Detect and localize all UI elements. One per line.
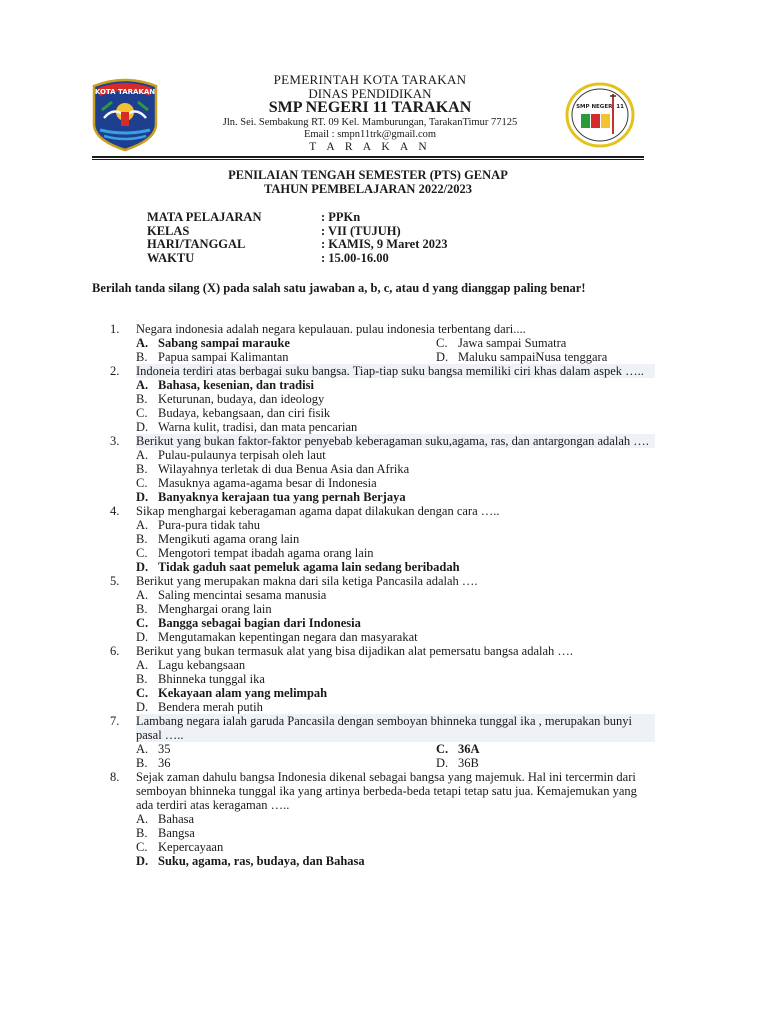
option bbox=[136, 616, 655, 630]
info-row-subject bbox=[147, 211, 447, 225]
school-name: SMP NEGERI 11 TARAKAN bbox=[268, 99, 472, 116]
option bbox=[436, 336, 655, 350]
option-text: Saling mencintai sesama manusia bbox=[158, 588, 327, 602]
info-label: MATA PELAJARAN bbox=[147, 210, 262, 224]
question-item bbox=[110, 504, 655, 518]
option-text: Kekayaan alam yang melimpah bbox=[158, 686, 328, 700]
info-row-time bbox=[147, 252, 447, 266]
option-text: Bahasa, kesenian, dan tradisi bbox=[158, 378, 314, 392]
option bbox=[136, 490, 655, 504]
option bbox=[136, 560, 655, 574]
option-letter: D. bbox=[436, 350, 449, 364]
department-name: DINAS PENDIDIKAN bbox=[308, 86, 432, 101]
options bbox=[136, 518, 655, 574]
option-text: Warna kulit, tradisi, dan mata pencarian bbox=[158, 420, 358, 434]
option-letter: D. bbox=[136, 630, 149, 644]
option-text: Masuknya agama-agama besar di Indonesia bbox=[158, 476, 377, 490]
kota-tarakan-logo bbox=[90, 72, 160, 152]
option-letter: C. bbox=[136, 616, 149, 630]
exam-info bbox=[147, 211, 447, 265]
city-name: T A R A K A N bbox=[309, 141, 431, 153]
option bbox=[136, 826, 655, 840]
option-text: Mengotori tempat ibadah agama orang lain bbox=[158, 546, 374, 560]
question-item bbox=[110, 434, 655, 448]
option-text: Pulau-pulaunya terpisah oleh laut bbox=[158, 448, 326, 462]
option-letter: A. bbox=[136, 742, 149, 756]
option-text: Bhinneka tunggal ika bbox=[158, 672, 265, 686]
option-text: Bangga sebagai bagian dari Indonesia bbox=[158, 616, 361, 630]
question-text: Lambang negara ialah garuda Pancasila dengan semboyan bhinneka tunggal ika , merupakan bunyi pasal ….. bbox=[136, 714, 655, 742]
option-text: Kepercayaan bbox=[158, 840, 224, 854]
option-letter: C. bbox=[436, 336, 448, 350]
option bbox=[136, 854, 655, 868]
option-letter: B. bbox=[136, 602, 148, 616]
exam-title: PENILAIAN TENGAH SEMESTER (PTS) GENAP bbox=[228, 168, 508, 182]
exam-year: TAHUN PEMBELAJARAN 2022/2023 bbox=[263, 182, 473, 196]
option bbox=[136, 392, 655, 406]
option-letter: A. bbox=[136, 336, 149, 350]
options bbox=[136, 448, 655, 504]
option-letter: C. bbox=[136, 686, 149, 700]
question-number: 2. bbox=[110, 364, 120, 378]
option bbox=[136, 518, 655, 532]
options bbox=[136, 812, 655, 868]
option bbox=[136, 350, 436, 364]
question-item bbox=[110, 574, 655, 588]
option bbox=[136, 840, 655, 854]
option-text: Menghargai orang lain bbox=[158, 602, 272, 616]
option-letter: A. bbox=[136, 812, 149, 826]
question-item bbox=[110, 322, 655, 336]
option bbox=[136, 378, 655, 392]
option bbox=[136, 588, 655, 602]
option-letter: D. bbox=[136, 560, 149, 574]
question-text: Berikut yang bukan faktor-faktor penyebab keberagaman suku,agama, ras, dan antargongan adalah …. bbox=[136, 434, 655, 448]
option-text: Papua sampai Kalimantan bbox=[158, 350, 289, 364]
question-text: Indoneia terdiri atas berbagai suku bangsa. Tiap-tiap suku bangsa memiliki ciri khas dalam aspek ….. bbox=[136, 364, 655, 378]
info-value: : KAMIS, 9 Maret 2023 bbox=[321, 237, 448, 251]
option bbox=[136, 406, 655, 420]
question-text: Berikut yang merupakan makna dari sila ketiga Pancasila adalah …. bbox=[136, 574, 478, 588]
option-text: Lagu kebangsaan bbox=[158, 658, 246, 672]
option-letter: B. bbox=[136, 350, 148, 364]
option-text: Sabang sampai marauke bbox=[158, 336, 290, 350]
option-text: Mengikuti agama orang lain bbox=[158, 532, 300, 546]
option-text: Keturunan, budaya, dan ideology bbox=[158, 392, 325, 406]
option bbox=[136, 630, 655, 644]
option bbox=[436, 756, 655, 770]
option bbox=[136, 742, 436, 756]
option-letter: B. bbox=[136, 532, 148, 546]
option-letter: C. bbox=[136, 546, 148, 560]
option-letter: D. bbox=[436, 756, 449, 770]
option-letter: C. bbox=[136, 476, 148, 490]
option-letter: D. bbox=[136, 420, 149, 434]
info-value: : PPKn bbox=[321, 210, 361, 224]
question-item bbox=[110, 644, 655, 658]
option-letter: B. bbox=[136, 756, 148, 770]
question-list bbox=[110, 322, 655, 868]
option-text: 36 bbox=[158, 756, 171, 770]
header-divider-thin bbox=[92, 159, 644, 160]
option-letter: A. bbox=[136, 448, 149, 462]
option-text: Budaya, kebangsaan, dan ciri fisik bbox=[158, 406, 331, 420]
option-letter: B. bbox=[136, 672, 148, 686]
option-text: Pura-pura tidak tahu bbox=[158, 518, 261, 532]
option bbox=[136, 546, 655, 560]
option-text: 36B bbox=[458, 756, 479, 770]
option-letter: C. bbox=[136, 840, 148, 854]
option-letter: B. bbox=[136, 462, 148, 476]
option-text: 36A bbox=[458, 742, 480, 756]
option bbox=[136, 812, 655, 826]
option-text: Suku, agama, ras, budaya, dan Bahasa bbox=[158, 854, 365, 868]
question-number: 4. bbox=[110, 504, 120, 518]
info-label: WAKTU bbox=[147, 250, 195, 265]
svg-text:KOTA TARAKAN: KOTA TARAKAN bbox=[94, 88, 156, 96]
option bbox=[436, 742, 655, 756]
info-value: : VII (TUJUH) bbox=[321, 223, 401, 238]
option bbox=[136, 672, 655, 686]
question-text: Negara indonesia adalah negara kepulauan. pulau indonesia terbentang dari.... bbox=[136, 322, 526, 336]
option bbox=[136, 700, 655, 714]
option bbox=[136, 448, 655, 462]
option-text: Banyaknya kerajaan tua yang pernah Berjaya bbox=[158, 490, 406, 504]
option-text: 35 bbox=[158, 742, 171, 756]
options bbox=[136, 336, 655, 364]
question-number: 6. bbox=[110, 644, 120, 658]
info-label: HARI/TANGGAL bbox=[147, 237, 246, 251]
instruction: Berilah tanda silang (X) pada salah satu jawaban a, b, c, atau d yang dianggap paling benar! bbox=[92, 281, 586, 295]
option-letter: D. bbox=[136, 854, 149, 868]
info-value: : 15.00-16.00 bbox=[321, 250, 389, 265]
option-letter: B. bbox=[136, 826, 148, 840]
question-number: 5. bbox=[110, 574, 120, 588]
option-text: Bahasa bbox=[158, 812, 195, 826]
option-letter: A. bbox=[136, 518, 149, 532]
question-number: 1. bbox=[110, 322, 120, 336]
option-letter: D. bbox=[136, 490, 149, 504]
school-logo bbox=[565, 82, 635, 148]
option-text: Wilayahnya terletak di dua Benua Asia dan Afrika bbox=[158, 462, 410, 476]
question-text: Sikap menghargai keberagaman agama dapat dilakukan dengan cara ….. bbox=[136, 504, 500, 518]
option bbox=[136, 476, 655, 490]
option-text: Bendera merah putih bbox=[158, 700, 263, 714]
option-letter: B. bbox=[136, 392, 148, 406]
info-row-date bbox=[147, 238, 447, 252]
info-label: KELAS bbox=[147, 223, 190, 238]
question-item bbox=[110, 364, 655, 378]
info-row-class bbox=[147, 225, 447, 239]
svg-text:SMP NEGERI 11: SMP NEGERI 11 bbox=[576, 104, 624, 110]
option-letter: C. bbox=[136, 406, 148, 420]
option-letter: C. bbox=[436, 742, 449, 756]
options bbox=[136, 588, 655, 644]
school-address: Jln. Sei. Sembakung RT. 09 Kel. Mamburungan, TarakanTimur 77125 bbox=[222, 117, 518, 128]
option-text: Maluku sampaiNusa tenggara bbox=[458, 350, 608, 364]
option bbox=[136, 602, 655, 616]
option-text: Bangsa bbox=[158, 826, 195, 840]
question-text: Berikut yang bukan termasuk alat yang bisa dijadikan alat pemersatu bangsa adalah …. bbox=[136, 644, 574, 658]
option bbox=[136, 462, 655, 476]
header-divider bbox=[92, 156, 644, 158]
option-text: Tidak gaduh saat pemeluk agama lain sedang beribadah bbox=[158, 560, 460, 574]
option bbox=[436, 350, 655, 364]
school-email: Email : smpn11trk@gmail.com bbox=[303, 129, 437, 140]
option-letter: A. bbox=[136, 378, 149, 392]
option bbox=[136, 420, 655, 434]
question-number: 7. bbox=[110, 714, 120, 728]
option-text: Mengutamakan kepentingan negara dan masyarakat bbox=[158, 630, 418, 644]
options bbox=[136, 378, 655, 434]
option-text: Jawa sampai Sumatra bbox=[458, 336, 567, 350]
question-number: 8. bbox=[110, 770, 120, 784]
option-letter: A. bbox=[136, 588, 149, 602]
options bbox=[136, 742, 655, 770]
government-name: PEMERINTAH KOTA TARAKAN bbox=[273, 72, 467, 87]
option bbox=[136, 532, 655, 546]
option bbox=[136, 658, 655, 672]
option bbox=[136, 686, 655, 700]
question-item bbox=[110, 770, 655, 812]
option bbox=[136, 336, 436, 350]
option-letter: A. bbox=[136, 658, 149, 672]
question-number: 3. bbox=[110, 434, 120, 448]
option bbox=[136, 756, 436, 770]
question-text: Sejak zaman dahulu bangsa Indonesia dikenal sebagai bangsa yang majemuk. Hal ini tercermin dari semboyan bhinneka tunggal ika yang artinya berbeda-beda tetapi tetap satu jua. Kemajemukan yang ada terdiri atas keragaman ….. bbox=[136, 770, 637, 812]
question-item bbox=[110, 714, 655, 742]
options bbox=[136, 658, 655, 714]
option-letter: D. bbox=[136, 700, 149, 714]
